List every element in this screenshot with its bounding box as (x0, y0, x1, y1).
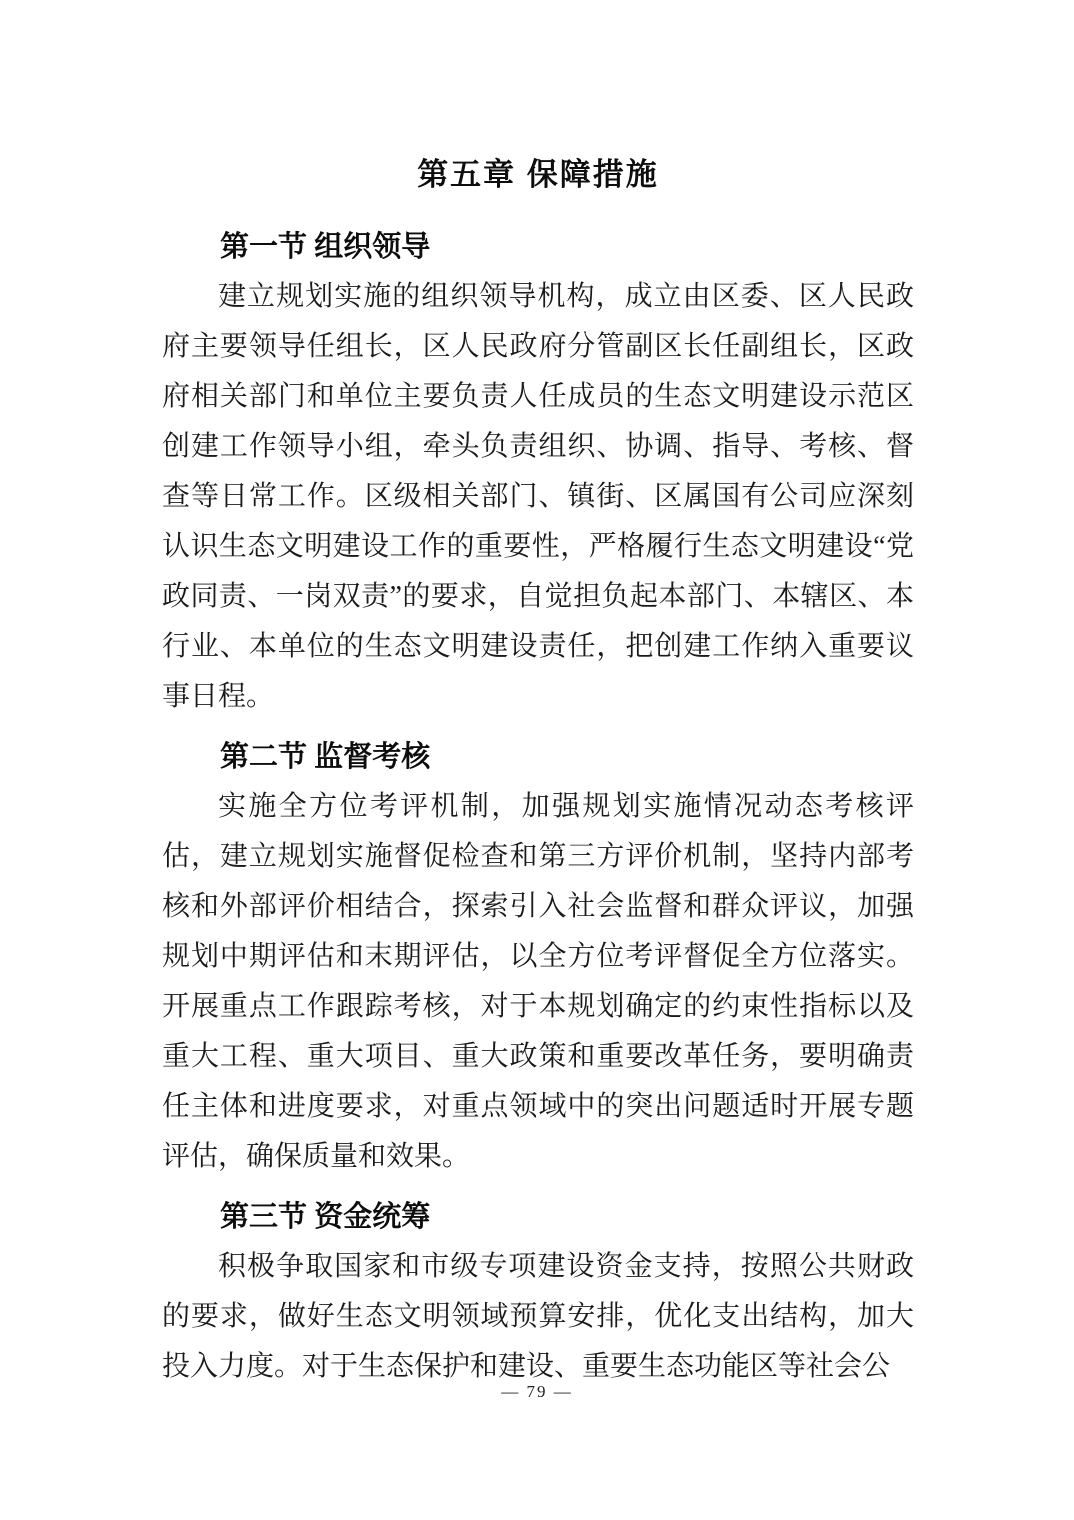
section-paragraph: 建立规划实施的组织领导机构，成立由区委、区人民政府主要领导任组长，区人民政府分管副区长任副组长，区政府相关部门和单位主要负责人任成员的生态文明建设示范区创建工作领导小组，牵头负责组织、协调、指导、考核、督查等日常工作。区级相关部门、镇街、区属国有公司应深刻认识生态文明建设工作的重要性，严格履行生态文明建设“党政同责、一岗双责”的要求，自觉担负起本部门、本辖区、本行业、本单位的生态文明建设责任，把创建工作纳入重要议事日程。 (162, 281, 914, 712)
section-supervision-assessment (162, 732, 914, 1182)
page-number: — 79 — (501, 1382, 573, 1401)
section-heading: 第一节 组织领导 (220, 231, 431, 263)
section-fund-coordination (162, 1192, 914, 1392)
section-paragraph: 实施全方位考评机制，加强规划实施情况动态考核评估，建立规划实施督促检查和第三方评价机制，坚持内部考核和外部评价相结合，探索引入社会监督和群众评议，加强规划中期评估和末期评估，以全方位考评督促全方位落实。开展重点工作跟踪考核，对于本规划确定的约束性指标以及重大工程、重大项目、重大政策和重要改革任务，要明确责任主体和进度要求，对重点领域中的突出问题适时开展专题评估，确保质量和效果。 (162, 791, 914, 1172)
section-paragraph: 积极争取国家和市级专项建设资金支持，按照公共财政的要求，做好生态文明领域预算安排，优化支出结构，加大投入力度。对于生态保护和建设、重要生态功能区等社会公 (162, 1251, 914, 1382)
section-organizational-leadership (162, 222, 914, 722)
section-heading: 第二节 监督考核 (220, 741, 431, 773)
chapter-title: 第五章 保障措施 (417, 157, 659, 192)
document-content (162, 150, 914, 1392)
section-heading: 第三节 资金统筹 (220, 1201, 431, 1233)
